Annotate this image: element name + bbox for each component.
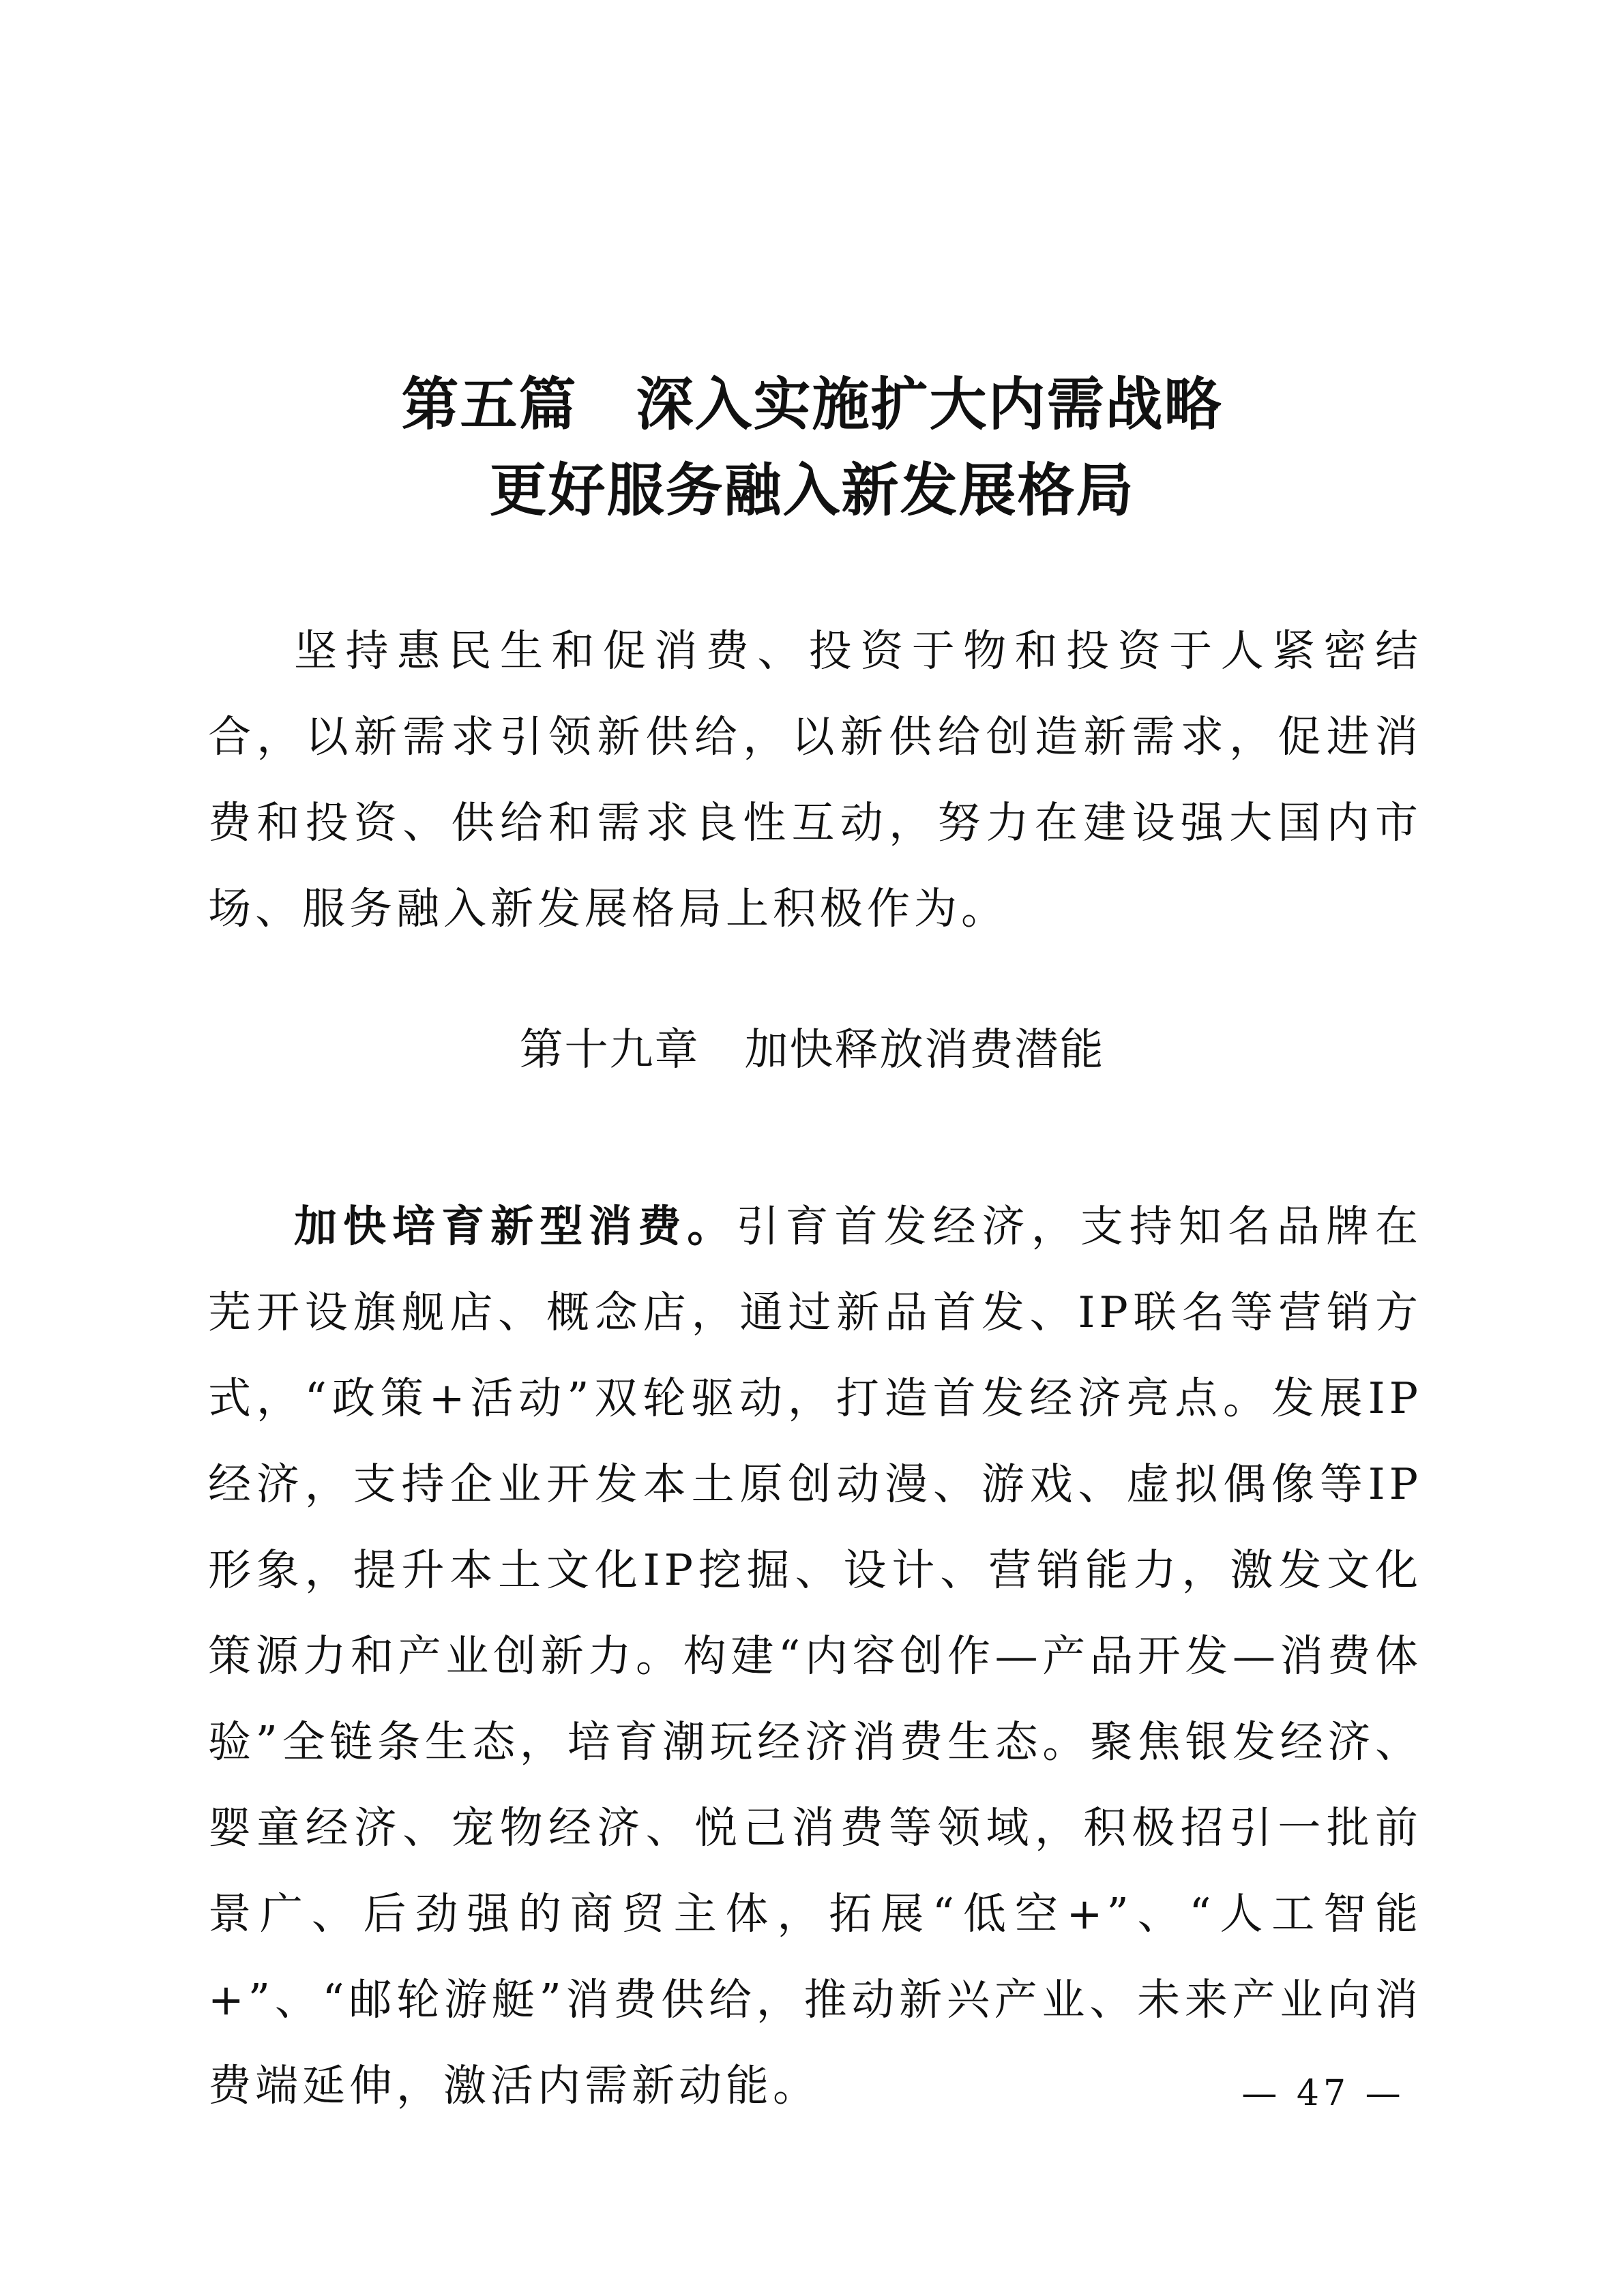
- part-title-line-2: 更好服务融入新发展格局: [489, 456, 1135, 524]
- part-title-line-1: 第五篇 深入实施扩大内需战略: [401, 370, 1223, 438]
- intro-paragraph: 坚持惠民生和促消费、投资于物和投资于人紧密结合，以新需求引领新供给，以新供给创造新需求，促进消费和投资、供给和需求良性互动，努力在建设强大国内市场、服务融入新发展格局上积极作为。: [208, 626, 1422, 934]
- page-number: — 47 —: [1241, 2073, 1405, 2114]
- section-lead: 加快培育新型消费。: [294, 1201, 737, 1251]
- section-body: 引育首发经济，支持知名品牌在芜开设旗舰店、概念店，通过新品首发、IP联名等营销方式，“政策+活动”双轮驱动，打造首发经济亮点。发展IP经济，支持企业开发本土原创动漫、游戏、虚拟偶像等IP形象，提升本土文化IP挖掘、设计、营销能力，激发文化策源力和产业创新力。构建“内容创作—产品开发—消费体验”全链条生态，培育潮玩经济消费生态。聚焦银发经济、婴童经济、宠物经济、悦己消费等领域，积极招引一批前景广、后劲强的商贸主体，拓展“低空+”、“人工智能+”、“邮轮游艇”消费供给，推动新兴产业、未来产业向消费端延伸，激活内需新动能。: [208, 1202, 1423, 2111]
- chapter-title: 第十九章 加快释放消费潜能: [519, 1025, 1105, 1075]
- part-title: [205, 361, 1419, 533]
- section-paragraph: [208, 1183, 1422, 2129]
